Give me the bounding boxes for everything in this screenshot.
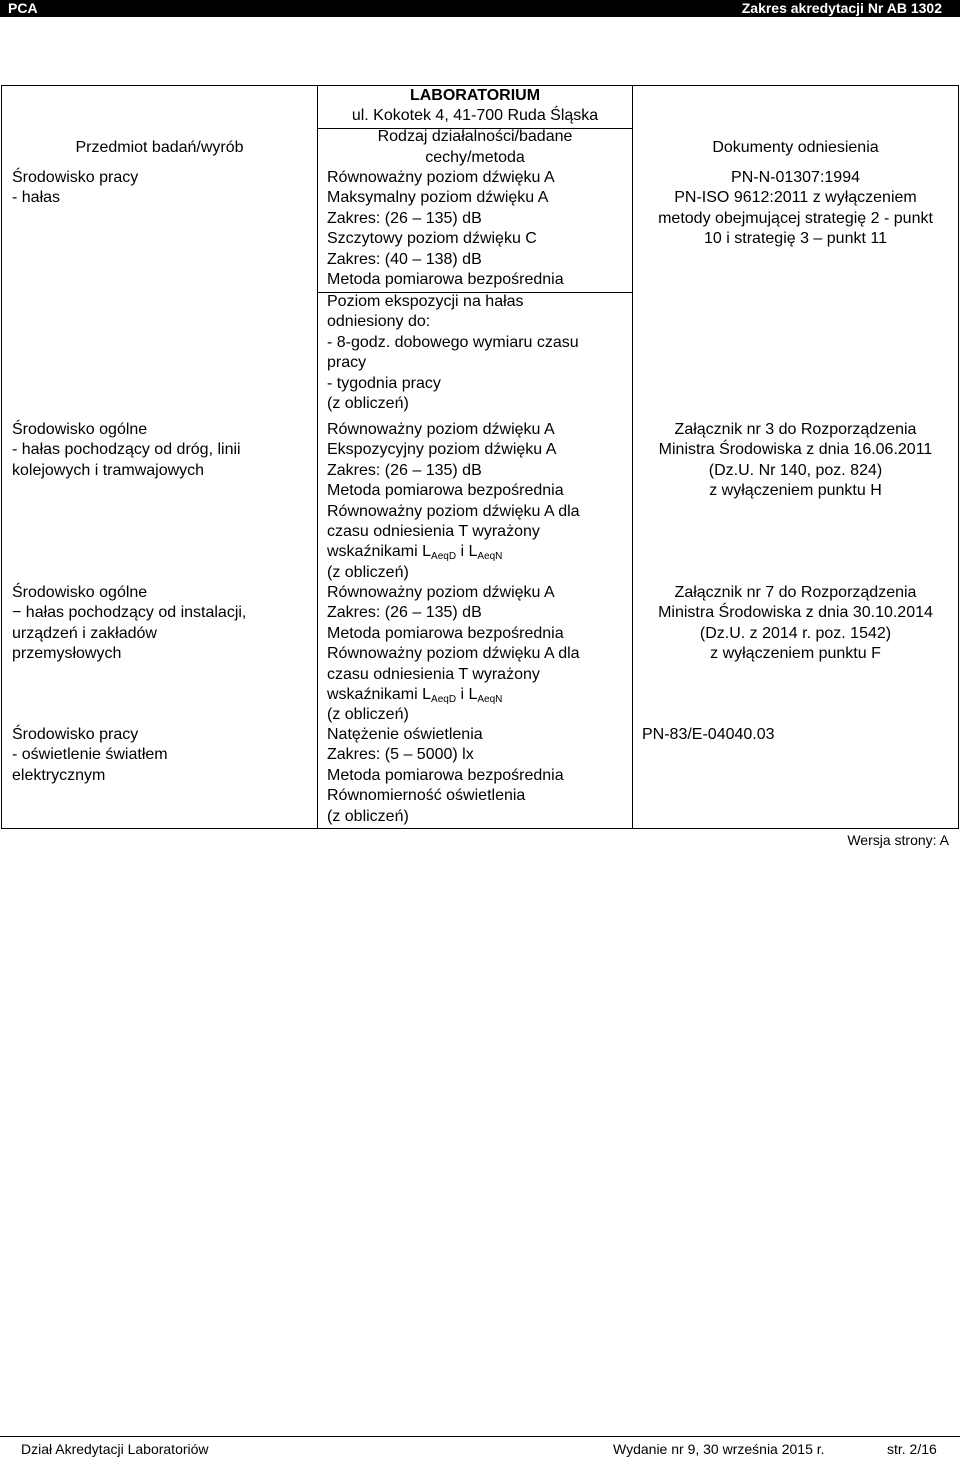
header-left: PCA (8, 0, 38, 16)
footer-middle: Wydanie nr 9, 30 września 2015 r. (613, 1441, 825, 1457)
method-cell: Poziom ekspozycji na hałas odniesiony do: - 8-godz. dobowego wymiaru czasu pracy - tygodnia pracy (z obliczeń) (327, 293, 579, 413)
subject-cell: Środowisko ogólne − hałas pochodzący od instalacji, urządzeń i zakładów przemysłowych (12, 584, 247, 663)
subject-cell: Środowisko ogólne - hałas pochodzący od dróg, linii kolejowych i tramwajowych (12, 421, 241, 479)
lab-address: ul. Kokotek 4, 41-700 Ruda Śląska (351, 107, 599, 124)
column-header-activity-line1: Rodzaj działalności/badane (377, 128, 573, 145)
footer-left: Dział Akredytacji Laboratoriów (21, 1441, 209, 1457)
method-cell: Natężenie oświetlenia Zakres: (5 – 5000) lx Metoda pomiarowa bezpośrednia Równomierność oświetlenia (z obliczeń) (327, 726, 564, 825)
header-right: Zakres akredytacji Nr AB 1302 (741, 0, 942, 16)
documents-cell: PN-N-01307:1994 PN-ISO 9612:2011 z wyłączeniem metody obejmującej strategię 2 - punkt 10 i strategię 3 – punkt 11 (658, 169, 933, 248)
method-cell: Równoważny poziom dźwięku A Zakres: (26 – 135) dB Metoda pomiarowa bezpośrednia Równoważny poziom dźwięku A dla czasu odniesienia T wyrażony wskaźnikami $L_{AeqD}$ i $L_{AeqN}$ (z obliczeń) (327, 584, 580, 724)
method-cell: Równoważny poziom dźwięku A Ekspozycyjny poziom dźwięku A Zakres: (26 – 135) dB Metoda pomiarowa bezpośrednia Równoważny poziom dźwięku A dla czasu odniesienia T wyrażony wskaźnikami $L_{AeqD}$ i $L_{AeqN}$ (z obliczeń) (327, 421, 580, 581)
footer-rule (0, 1436, 960, 1437)
table-border-bottom (1, 828, 959, 829)
documents-cell: Załącznik nr 3 do Rozporządzenia Ministra Środowiska z dnia 16.06.2011 (Dz.U. Nr 140, poz. 824) z wyłączeniem punktu H (658, 421, 933, 500)
footer-page-number: str. 2/16 (887, 1441, 937, 1457)
column-header-documents: Dokumenty odniesienia (712, 139, 879, 156)
documents-cell: Załącznik nr 7 do Rozporządzenia Ministra Środowiska z dnia 30.10.2014 (Dz.U. z 2014 r. poz. 1542) z wyłączeniem punktu F (658, 584, 933, 663)
table-border-left (1, 85, 2, 829)
column-header-activity-line2: cechy/metoda (425, 149, 525, 166)
table-border-right (958, 85, 959, 829)
column-divider-1 (317, 85, 318, 829)
subject-cell: Środowisko pracy - hałas (12, 169, 139, 207)
page-header (0, 0, 960, 17)
subject-cell: Środowisko pracy - oświetlenie światłem elektrycznym (12, 726, 168, 784)
documents-cell: PN-83/E-04040.03 (642, 726, 775, 743)
column-header-subject: Przedmiot badań/wyrób (75, 139, 244, 156)
page-version: Wersja strony: A (847, 832, 949, 848)
method-cell: Równoważny poziom dźwięku A Maksymalny poziom dźwięku A Zakres: (26 – 135) dB Szczytowy poziom dźwięku C Zakres: (40 – 138) dB Metoda pomiarowa bezpośrednia (327, 169, 564, 289)
lab-title: LABORATORIUM (409, 87, 541, 104)
